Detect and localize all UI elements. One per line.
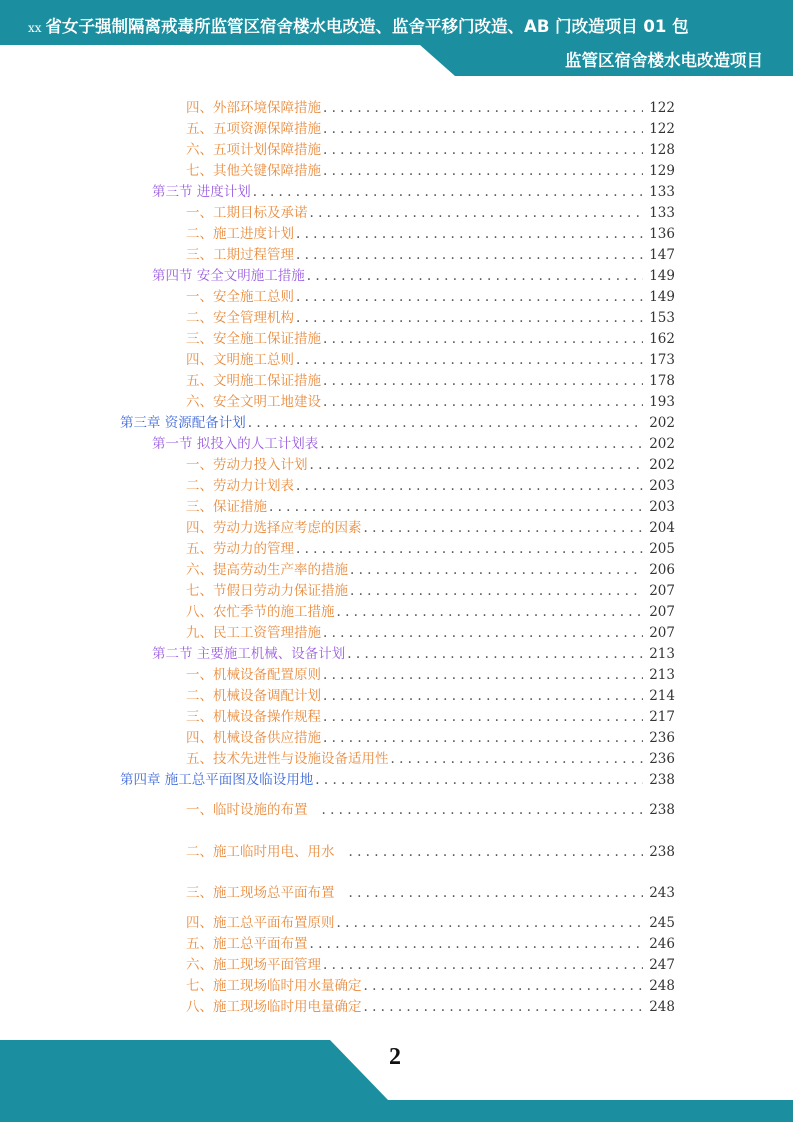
toc-dot-leader (296, 226, 643, 242)
toc-entry[interactable] (186, 243, 675, 263)
toc-entry-page: 236 (649, 751, 675, 767)
toc-entry-page: 203 (649, 478, 675, 494)
toc-entry[interactable] (186, 474, 675, 494)
toc-dot-leader (296, 541, 643, 557)
toc-entry-title: 五、文明施工保证措施 (186, 373, 321, 389)
toc-dot-leader (323, 331, 643, 347)
toc-entry[interactable] (186, 932, 675, 952)
toc-entry-page: 206 (649, 562, 675, 578)
toc-entry[interactable] (186, 453, 675, 473)
toc-entry-title: 五、劳动力的管理 (186, 541, 294, 557)
toc-entry-page: 246 (649, 936, 675, 952)
toc-entry-page: 204 (649, 520, 675, 536)
toc-entry-page: 217 (649, 709, 675, 725)
toc-entry-page: 128 (649, 142, 675, 158)
toc-entry-page: 129 (649, 163, 675, 179)
toc-entry[interactable] (186, 558, 675, 578)
toc-entry[interactable] (152, 180, 675, 200)
toc-entry[interactable] (186, 911, 675, 931)
toc-entry-page: 236 (649, 730, 675, 746)
toc-entry-page: 133 (649, 205, 675, 221)
toc-dot-leader (323, 625, 643, 641)
toc-entry-title: 七、节假日劳动力保证措施 (186, 583, 348, 599)
toc-dot-leader (269, 499, 643, 515)
toc-entry[interactable] (186, 369, 675, 389)
toc-entry-title: 一、工期目标及承诺 (186, 205, 308, 221)
toc-entry[interactable] (186, 974, 675, 994)
toc-entry-page: 238 (649, 802, 675, 818)
toc-entry-title: 九、民工工资管理措施 (186, 625, 321, 641)
toc-entry-page: 153 (649, 310, 675, 326)
toc-entry-title: 第四章 施工总平面图及临设用地 (120, 772, 314, 788)
toc-entry[interactable] (186, 222, 675, 242)
toc-entry[interactable] (186, 537, 675, 557)
toc-entry-title: 一、临时设施的布置 (186, 802, 308, 818)
toc-dot-leader (310, 205, 644, 221)
toc-dot-leader (323, 730, 643, 746)
toc-entry-title: 六、提高劳动生产率的措施 (186, 562, 348, 578)
toc-entry-title: 七、施工现场临时用水量确定 (186, 978, 362, 994)
toc-entry-page: 149 (649, 289, 675, 305)
toc-entry[interactable] (186, 705, 675, 725)
toc-entry-page: 207 (649, 583, 675, 599)
toc-entry[interactable] (186, 138, 675, 158)
toc-dot-leader (323, 688, 643, 704)
toc-entry-page: 238 (649, 772, 675, 788)
toc-entry-page: 203 (649, 499, 675, 515)
toc-entry[interactable] (186, 117, 675, 137)
toc-entry-title: 二、机械设备调配计划 (186, 688, 321, 704)
toc-entry-page: 136 (649, 226, 675, 242)
toc-entry-page: 213 (649, 646, 675, 662)
toc-dot-leader (323, 957, 643, 973)
toc-dot-leader (347, 646, 643, 662)
toc-entry-title: 一、劳动力投入计划 (186, 457, 308, 473)
toc-entry[interactable] (186, 881, 675, 901)
toc-dot-leader (323, 394, 643, 410)
toc-dot-leader (323, 142, 643, 158)
toc-dot-leader (323, 100, 643, 116)
toc-entry-title: 八、农忙季节的施工措施 (186, 604, 335, 620)
toc-dot-leader (296, 352, 643, 368)
toc-entry[interactable] (186, 285, 675, 305)
toc-entry-page: 202 (649, 457, 675, 473)
toc-entry-title: 二、劳动力计划表 (186, 478, 294, 494)
toc-entry-title: 第一节 拟投入的人工计划表 (152, 436, 319, 452)
toc-entry-title: 四、文明施工总则 (186, 352, 294, 368)
toc-entry[interactable] (186, 684, 675, 704)
toc-dot-leader (323, 709, 643, 725)
toc-entry[interactable] (186, 348, 675, 368)
toc-entry-page: 149 (649, 268, 675, 284)
toc-entry[interactable] (186, 747, 675, 767)
toc-entry[interactable] (186, 495, 675, 515)
toc-entry[interactable] (186, 306, 675, 326)
toc-entry-title: 七、其他关键保障措施 (186, 163, 321, 179)
toc-dot-leader (248, 415, 643, 431)
toc-entry-title: 五、五项资源保障措施 (186, 121, 321, 137)
toc-entry-title: 二、安全管理机构 (186, 310, 294, 326)
toc-entry-title: 八、施工现场临时用电量确定 (186, 999, 362, 1015)
toc-entry-page: 207 (649, 604, 675, 620)
toc-entry-title: 四、外部环境保障措施 (186, 100, 321, 116)
toc-entry[interactable] (186, 516, 675, 536)
toc-entry[interactable] (186, 159, 675, 179)
toc-entry[interactable] (186, 96, 675, 116)
toc-entry[interactable] (120, 411, 675, 431)
toc-entry-page: 213 (649, 667, 675, 683)
toc-dot-leader (350, 562, 643, 578)
toc-entry-title: 二、施工临时用电、用水 (186, 844, 335, 860)
toc-entry-title: 一、机械设备配置原则 (186, 667, 321, 683)
toc-entry-page: 162 (649, 331, 675, 347)
toc-entry-title: 第二节 主要施工机械、设备计划 (152, 646, 346, 662)
toc-dot-leader (253, 184, 643, 200)
toc-dot-leader (310, 457, 644, 473)
toc-entry-title: 三、安全施工保证措施 (186, 331, 321, 347)
toc-entry[interactable] (186, 663, 675, 683)
toc-entry-title: 二、施工进度计划 (186, 226, 294, 242)
toc-dot-leader (320, 436, 643, 452)
toc-dot-leader (323, 121, 643, 137)
toc-entry-title: 第四节 安全文明施工措施 (152, 268, 305, 284)
toc-entry-title: 四、施工总平面布置原则 (186, 915, 335, 931)
toc-entry[interactable] (186, 327, 675, 347)
toc-entry-page: 202 (649, 436, 675, 452)
toc-entry-page: 243 (649, 885, 675, 901)
toc-dot-leader (323, 163, 643, 179)
toc-entry-title: 三、工期过程管理 (186, 247, 294, 263)
toc-dot-leader (315, 772, 643, 788)
toc-entry-page: 122 (649, 121, 675, 137)
toc-entry[interactable] (186, 201, 675, 221)
toc-entry-page: 248 (649, 978, 675, 994)
toc-entry[interactable] (186, 840, 675, 860)
toc-dot-leader (364, 978, 644, 994)
toc-dot-leader (349, 844, 644, 860)
toc-entry-page: 214 (649, 688, 675, 704)
toc-dot-leader (323, 373, 643, 389)
toc-dot-leader (391, 751, 644, 767)
toc-dot-leader (349, 885, 644, 901)
toc-dot-leader (296, 247, 643, 263)
toc-entry[interactable] (186, 579, 675, 599)
toc-dot-leader (322, 802, 644, 818)
toc-dot-leader (364, 520, 644, 536)
toc-dot-leader (350, 583, 643, 599)
toc-entry[interactable] (152, 264, 675, 284)
toc-entry[interactable] (186, 621, 675, 641)
toc-dot-leader (323, 667, 643, 683)
toc-entry-title: 五、技术先进性与设施设备适用性 (186, 751, 389, 767)
toc-entry-page: 202 (649, 415, 675, 431)
toc-entry-page: 193 (649, 394, 675, 410)
toc-dot-leader (337, 604, 644, 620)
toc-dot-leader (310, 936, 644, 952)
toc-entry-title: 三、施工现场总平面布置 (186, 885, 335, 901)
toc-entry-title: 三、机械设备操作规程 (186, 709, 321, 725)
toc-entry-title: 六、安全文明工地建设 (186, 394, 321, 410)
toc-entry-page: 205 (649, 541, 675, 557)
toc-entry[interactable] (120, 768, 675, 788)
page-number: 2 (389, 1044, 401, 1070)
toc-dot-leader (296, 289, 643, 305)
toc-entry[interactable] (186, 995, 675, 1015)
toc-entry-title: 四、机械设备供应措施 (186, 730, 321, 746)
header-prefix: xx (28, 21, 42, 35)
toc-entry[interactable] (186, 953, 675, 973)
toc-entry-page: 133 (649, 184, 675, 200)
toc-entry-title: 四、劳动力选择应考虑的因素 (186, 520, 362, 536)
toc-entry[interactable] (186, 600, 675, 620)
toc-entry-page: 238 (649, 844, 675, 860)
toc-entry[interactable] (186, 390, 675, 410)
toc-entry-page: 173 (649, 352, 675, 368)
toc-entry-page: 147 (649, 247, 675, 263)
toc-entry[interactable] (186, 798, 675, 818)
header-title-line2: 监管区宿舍楼水电改造项目 (565, 51, 763, 70)
toc-entry-page: 245 (649, 915, 675, 931)
toc-entry-page: 248 (649, 999, 675, 1015)
toc-dot-leader (337, 915, 644, 931)
toc-dot-leader (307, 268, 643, 284)
toc-entry[interactable] (186, 726, 675, 746)
toc-entry-page: 247 (649, 957, 675, 973)
toc-dot-leader (364, 999, 644, 1015)
toc-entry-title: 第三章 资源配备计划 (120, 415, 246, 431)
toc-entry-page: 178 (649, 373, 675, 389)
toc-entry-title: 第三节 进度计划 (152, 184, 251, 200)
toc-entry[interactable] (152, 432, 675, 452)
toc-dot-leader (296, 310, 643, 326)
toc-dot-leader (296, 478, 643, 494)
toc-entry-page: 122 (649, 100, 675, 116)
toc-entry-title: 五、施工总平面布置 (186, 936, 308, 952)
toc-entry-title: 一、安全施工总则 (186, 289, 294, 305)
header-title: 省女子强制隔离戒毒所监管区宿舍楼水电改造、监舍平移门改造、AB 门改造项目 01 包 (45, 17, 689, 36)
toc-entry-title: 三、保证措施 (186, 499, 267, 515)
toc-entry[interactable] (152, 642, 675, 662)
toc-entry-page: 207 (649, 625, 675, 641)
toc-entry-title: 六、五项计划保障措施 (186, 142, 321, 158)
toc-entry-title: 六、施工现场平面管理 (186, 957, 321, 973)
